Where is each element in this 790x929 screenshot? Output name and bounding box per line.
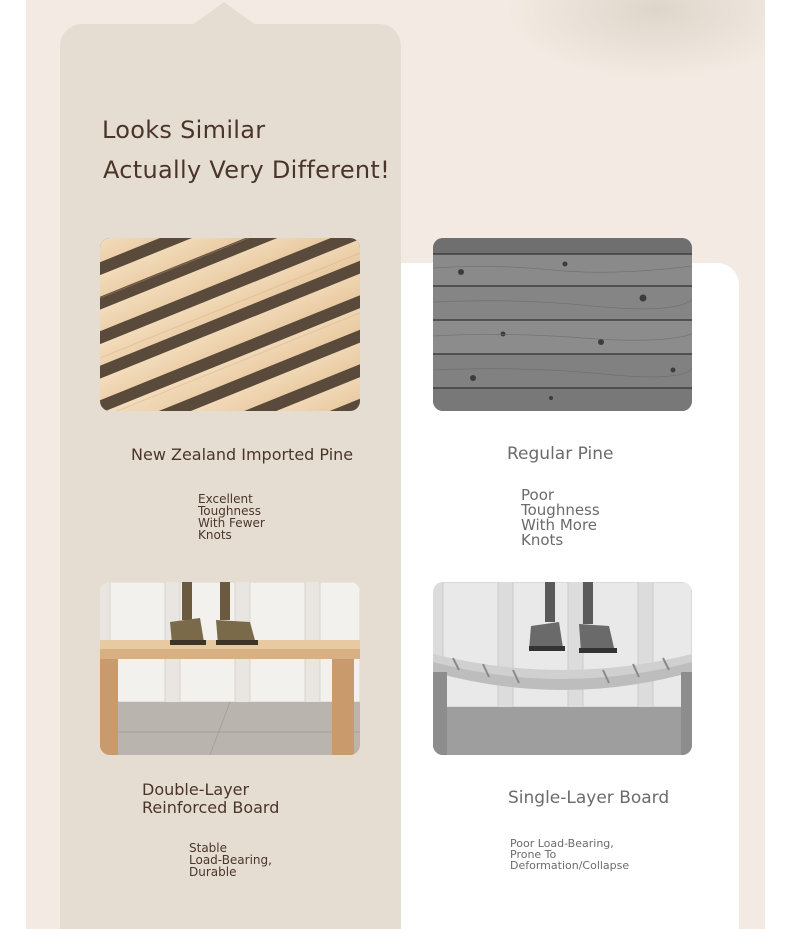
pine-note-line: Knots — [198, 528, 232, 542]
sturdy-bench-image — [100, 582, 360, 755]
regular-pine-note — [521, 488, 600, 548]
background-glow — [506, 0, 765, 80]
single-layer-note-line: Deformation/Collapse — [510, 859, 630, 872]
panel-notch — [160, 2, 288, 48]
grey-boards-image — [433, 238, 692, 411]
double-layer-title-line: Double-Layer — [142, 780, 250, 799]
bending-bench-image — [433, 582, 692, 755]
heading-line-2: Actually Very Different! — [103, 156, 391, 184]
regular-pine-title: Regular Pine — [507, 444, 614, 464]
pine-note-line: With Fewer — [198, 516, 265, 530]
pine-note — [198, 493, 265, 541]
double-layer-title — [142, 781, 279, 818]
double-layer-note — [189, 842, 272, 878]
regular-pine-note-line: With More — [521, 516, 598, 534]
pine-title: New Zealand Imported Pine — [131, 445, 354, 464]
pine-note-line: Excellent — [198, 492, 253, 506]
single-layer-note — [510, 838, 629, 871]
double-layer-note-line: Load-Bearing, — [189, 853, 272, 867]
double-layer-note-line: Stable — [189, 841, 228, 855]
heading-line-1: Looks Similar — [102, 116, 266, 144]
single-layer-title: Single-Layer Board — [508, 788, 670, 808]
single-layer-note-line: Poor Load-Bearing, — [510, 837, 614, 850]
regular-pine-note-line: Toughness — [521, 501, 600, 519]
double-layer-title-line: Reinforced Board — [142, 798, 280, 818]
regular-pine-note-line: Knots — [521, 531, 564, 549]
comparison-canvas — [26, 0, 765, 929]
double-layer-note-line: Durable — [189, 865, 237, 879]
pine-note-line: Toughness — [198, 504, 261, 518]
single-layer-note-line: Prone To — [510, 848, 557, 861]
pine-slats-image — [100, 238, 360, 411]
regular-pine-note-line: Poor — [521, 486, 555, 504]
